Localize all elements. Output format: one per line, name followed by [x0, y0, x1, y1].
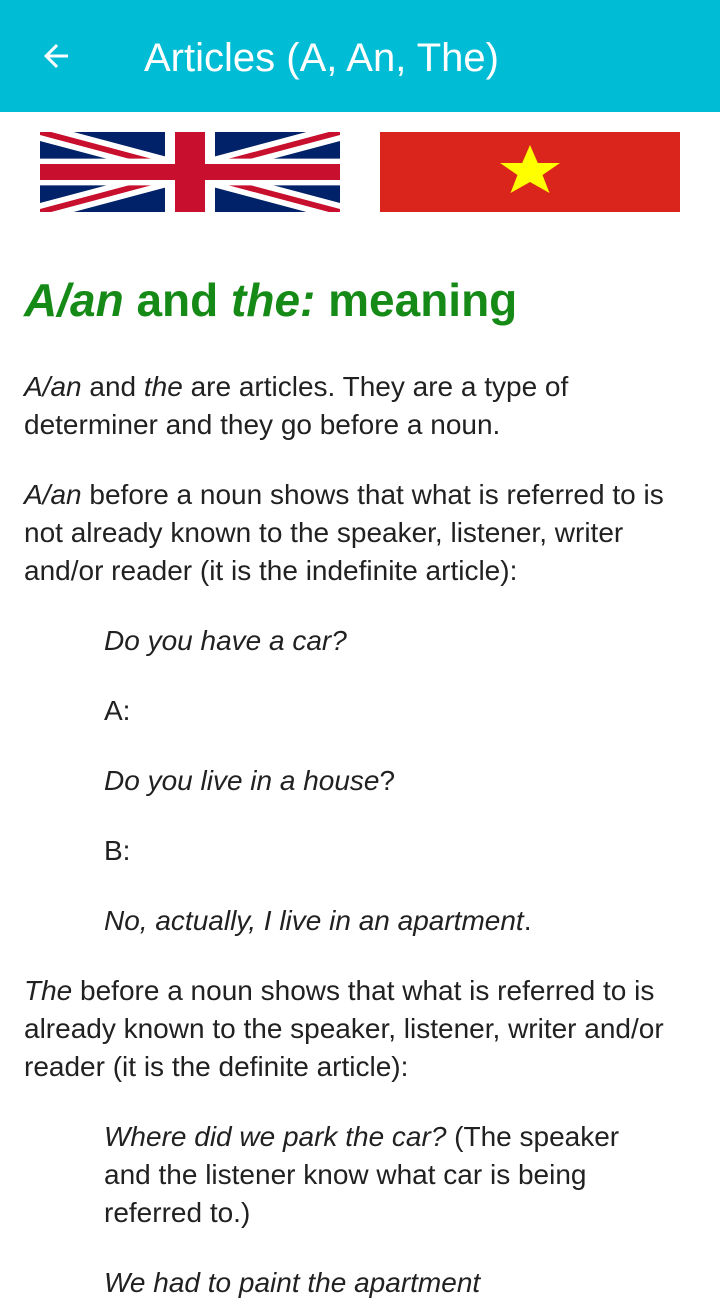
arrow-back-icon: [38, 38, 74, 74]
section-heading: [24, 270, 704, 330]
text-run: ?: [379, 765, 396, 796]
text-run: before a noun shows that what is referred to is not already known to the speaker, listener, writer and/or reader (it is the indefinite article):: [24, 479, 664, 586]
paragraph: [24, 972, 704, 1086]
vietnamese-flag-button[interactable]: [380, 132, 680, 212]
example-line: [104, 902, 624, 940]
article-content: [24, 270, 704, 1302]
example-line: [104, 1118, 624, 1232]
vietnam-flag-icon: [380, 132, 680, 212]
back-button[interactable]: [24, 24, 88, 88]
text-run: The: [24, 975, 73, 1006]
text-run: Where did we park the car?: [104, 1121, 447, 1152]
example-line: [104, 762, 624, 800]
example-line: [104, 832, 624, 870]
text-run: Do you live in a house: [104, 765, 380, 796]
text-run: the: [143, 371, 183, 402]
speaker-label: A:: [104, 695, 131, 726]
example-line: [104, 622, 624, 660]
text-run: A/an: [24, 479, 82, 510]
english-flag-button[interactable]: [40, 132, 340, 212]
heading-part: meaning: [315, 274, 518, 326]
text-run: (The speaker and the listener know what car is being referred to.): [104, 1121, 620, 1228]
heading-part: the:: [231, 274, 316, 326]
text-run: are articles. They are a type of determiner and they go before a noun.: [24, 371, 569, 440]
example-line: [104, 1264, 624, 1302]
text-run: No, actually, I live in an apartment: [104, 905, 524, 936]
text-run: and: [81, 371, 144, 402]
paragraph: [24, 368, 704, 444]
heading-part: A/an: [24, 274, 124, 326]
text-run: We had to paint the apartment: [104, 1267, 481, 1298]
app-bar: [0, 0, 720, 112]
uk-flag-icon: [40, 132, 340, 212]
example-line: [104, 692, 624, 730]
paragraph: [24, 476, 704, 590]
text-run: before a noun shows that what is referred to is already known to the speaker, listener, writer and/or reader (it is the definite article):: [24, 975, 664, 1082]
page-title: Articles (A, An, The): [144, 36, 499, 80]
heading-part: and: [123, 274, 232, 326]
text-run: .: [523, 905, 532, 936]
text-run: Do you have a car?: [104, 625, 347, 656]
speaker-label: B:: [104, 835, 131, 866]
text-run: A/an: [24, 371, 82, 402]
